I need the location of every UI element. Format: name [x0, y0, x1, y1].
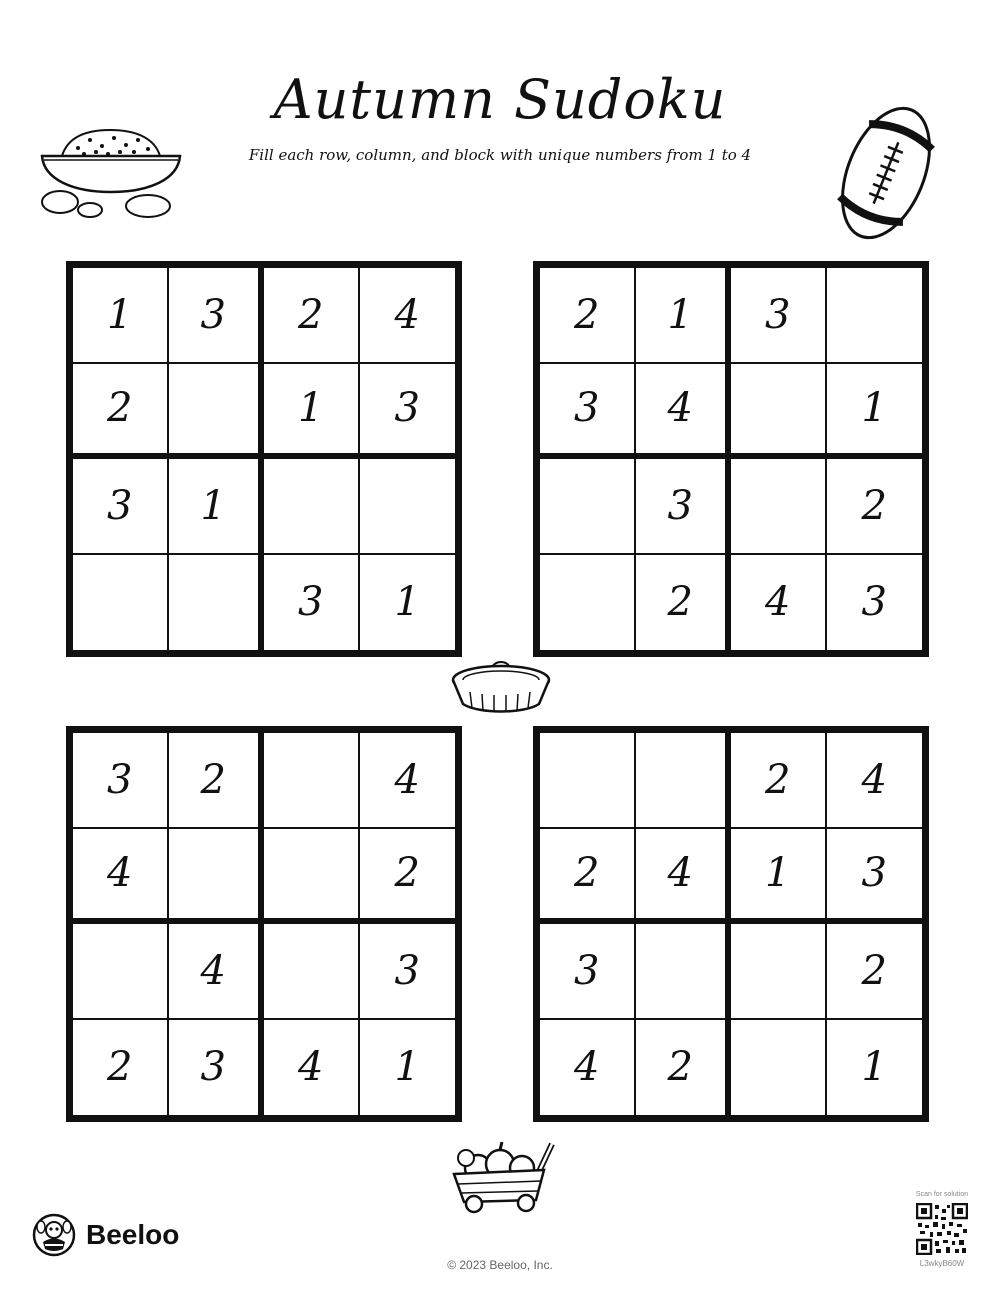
sudoku-cell: 4: [827, 733, 923, 829]
sudoku-cell: 4: [169, 924, 265, 1020]
pie-icon: [448, 656, 554, 718]
sudoku-cell: [73, 555, 169, 651]
bee-logo-icon: [32, 1213, 76, 1257]
sudoku-cell: 2: [731, 733, 827, 829]
sudoku-cell: 2: [73, 1020, 169, 1116]
sudoku-cell: [73, 924, 169, 1020]
sudoku-cell: 3: [636, 459, 732, 555]
sudoku-cell: 4: [636, 364, 732, 460]
sudoku-cell: [731, 1020, 827, 1116]
sudoku-cell: [636, 924, 732, 1020]
qr-label: Scan for solution: [915, 1191, 969, 1198]
sudoku-cell: [169, 555, 265, 651]
sudoku-cell: 3: [540, 364, 636, 460]
sudoku-cell: [264, 924, 360, 1020]
qr-code-text: L3wkyB60W: [919, 1259, 965, 1268]
sudoku-cell: 3: [861, 579, 887, 626]
sudoku-cell: 3: [169, 1020, 265, 1116]
sudoku-cell: 2: [827, 459, 923, 555]
brand-logo: [32, 1213, 179, 1257]
sudoku-cell: 1: [169, 459, 265, 555]
sudoku-cell: [540, 459, 636, 555]
sudoku-cell: 2: [169, 733, 265, 829]
sudoku-cell: [264, 733, 360, 829]
sudoku-cell: [360, 459, 456, 555]
sudoku-cell: 3: [264, 555, 360, 651]
sudoku-grid-1: [66, 261, 462, 657]
sudoku-cell: 1: [827, 364, 923, 460]
food-bowl-icon: [38, 118, 184, 220]
sudoku-cell: 2: [73, 364, 169, 460]
sudoku-cell: 4: [636, 829, 732, 925]
sudoku-cell: 1: [73, 268, 169, 364]
sudoku-cell: 2: [540, 268, 636, 364]
sudoku-cell: 4: [731, 555, 827, 651]
sudoku-cell: 3: [731, 268, 827, 364]
sudoku-cell: 1: [636, 268, 732, 364]
sudoku-cell: 2: [540, 829, 636, 925]
sudoku-cell: 2: [360, 829, 456, 925]
pumpkin-wagon-icon: [448, 1138, 558, 1214]
sudoku-cell: [731, 364, 827, 460]
brand-name: Beeloo: [86, 1219, 180, 1250]
sudoku-cell: [169, 364, 265, 460]
sudoku-grid-3: [66, 726, 462, 1122]
sudoku-cell: 4: [540, 1020, 636, 1116]
sudoku-cell: 1: [394, 579, 420, 626]
page-subtitle: Fill each row, column, and block with unique numbers from 1 to 4: [248, 146, 752, 164]
sudoku-cell: [540, 555, 636, 651]
sudoku-cell: 3: [360, 924, 456, 1020]
sudoku-cell: 1: [394, 1044, 420, 1091]
sudoku-cell: 1: [731, 829, 827, 925]
sudoku-cell: [264, 459, 360, 555]
sudoku-cell: 4: [360, 268, 456, 364]
sudoku-grid-2: [533, 261, 929, 657]
sudoku-cell: 2: [636, 555, 732, 651]
sudoku-cell: [264, 829, 360, 925]
sudoku-cell: [827, 268, 923, 364]
sudoku-cell: 3: [169, 268, 265, 364]
sudoku-cell: 4: [73, 829, 169, 925]
copyright-text: © 2023 Beeloo, Inc.: [447, 1258, 553, 1272]
sudoku-cell: [636, 733, 732, 829]
qr-code-icon: [916, 1203, 968, 1255]
sudoku-cell: 1: [264, 364, 360, 460]
sudoku-cell: 2: [636, 1020, 732, 1116]
sudoku-grid-4: [533, 726, 929, 1122]
sudoku-cell: 3: [360, 364, 456, 460]
sudoku-cell: 4: [360, 733, 456, 829]
sudoku-cell: 3: [540, 924, 636, 1020]
sudoku-cell: 4: [264, 1020, 360, 1116]
sudoku-cell: 2: [827, 924, 923, 1020]
page-title: Autumn Sudoku: [273, 68, 727, 131]
sudoku-cell: 3: [73, 733, 169, 829]
sudoku-cell: [731, 459, 827, 555]
sudoku-cell: [731, 924, 827, 1020]
sudoku-cell: [540, 733, 636, 829]
sudoku-cell: 3: [827, 829, 923, 925]
sudoku-cell: 1: [861, 1044, 887, 1091]
sudoku-cell: 2: [264, 268, 360, 364]
sudoku-cell: [169, 829, 265, 925]
sudoku-cell: 3: [73, 459, 169, 555]
football-icon: [836, 100, 936, 246]
